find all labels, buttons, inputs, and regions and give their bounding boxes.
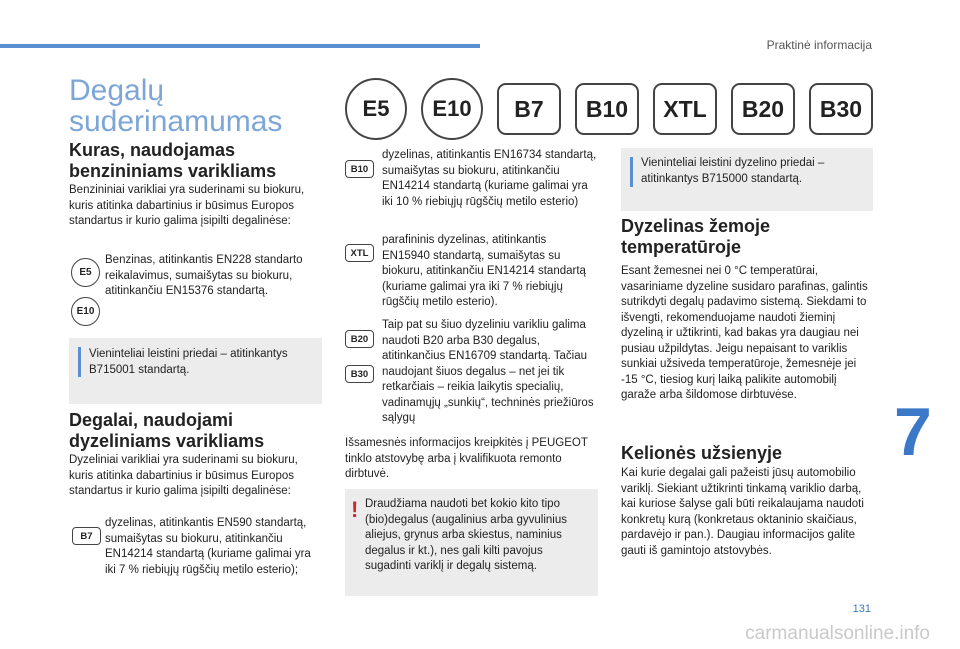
- watermark: carmanualsonline.info: [745, 623, 930, 644]
- diesel-b20-text: Taip pat su šiuo dyzeliniu varikliu galima naudoti B20 arba B30 degalus, atitinkančius EN16709 standartą. Tačiau naudojant šiuos degalus – net jei tik retkarčiais – reikia laikytis specialių, vadinamųjų „sunkių“, techninės priežiūros sąlygų: [382, 319, 594, 424]
- cold-text: Esant žemesnei nei 0 °C temperatūrai, vasariniame dyzeline susidaro parafinas, galintis sutrikdyti degalų padavimo sistemą. Siekdami to išvengti, rekomenduojame naudoti žieminį dyzeliną ir užtikrinti, kad bakas yra daugiau nei pusiau užpildytas. Jeigu nepaisant to variklis sunkiai užsiveda temperatūroje, žemesnėje jei -15 °C, tiesiog kurį laiką palikite automobilį garaže arba šildomose dirbtuvėse.: [621, 265, 868, 401]
- diesel-xtl-text: parafininis dyzelinas, atitinkantis EN15940 standartą, sumaišytas su biokuru, atitinkančiu EN14214 standartą (kuriame galimai yra iki 7 % riebiųjų rūgščių metilo esterio).: [382, 234, 586, 308]
- running-header: Praktinė informacija: [766, 38, 872, 52]
- badge-xtl-small-icon: XTL: [345, 244, 374, 262]
- badge-b10-icon: B10: [575, 83, 639, 135]
- diesel-more-info: Išsamesnės informacijos kreipkitės į PEUGEOT tinklo atstovybę arba į kvalifikuota remonto dirbtuvė.: [345, 437, 588, 480]
- badge-b7-icon: B7: [497, 83, 561, 135]
- diesel-warning-text: Draudžiama naudoti bet kokio kito tipo (bio)degalus (augalinius arba gyvulinius aliejus, grynus arba skiestus, naminius degalus ir kt.), nes gali kilti pavojus sugadinti variklį ir degalų sistemą.: [365, 498, 568, 572]
- badge-e10-icon: E10: [421, 78, 483, 140]
- header-accent-bar: [0, 44, 480, 48]
- diesel-note: [621, 148, 873, 211]
- badge-b20-small-icon: B20: [345, 330, 374, 348]
- badge-b20-icon: B20: [731, 83, 795, 135]
- diesel-b7-text: dyzelinas, atitinkantis EN590 standartą, sumaišytas su biokuru, atitinkančiu EN14214 standartą (kuriame galimai yra iki 7 % riebiųjų rūgščių metilo esterio);: [105, 517, 311, 576]
- badge-xtl-icon: XTL: [653, 83, 717, 135]
- fuel-badge-row: [345, 77, 873, 141]
- badge-e5-icon: E5: [345, 78, 407, 140]
- petrol-note: [69, 338, 322, 404]
- badge-b30-small-icon: B30: [345, 365, 374, 383]
- petrol-intro: Benzininiai varikliai yra suderinami su biokuru, kuris atitinka dabartinius ir būsimus Europos standartus ir kurio galima įsipilti degalinėse:: [69, 184, 305, 227]
- cold-heading: Dyzelinas žemoje temperatūroje: [621, 216, 771, 257]
- petrol-spec: Benzinas, atitinkantis EN228 standarto reikalavimus, sumaišytas su biokuru, atitinkančiu EN15376 standartą.: [105, 254, 303, 297]
- warning-icon: !: [351, 497, 359, 522]
- diesel-warning: [345, 489, 598, 596]
- badge-b7-small-icon: B7: [72, 527, 101, 545]
- chapter-number: 7: [894, 394, 932, 470]
- petrol-note-text: Vieninteliai leistini priedai – atitinkantys B715001 standartą.: [89, 348, 288, 376]
- petrol-heading: Kuras, naudojamas benzininiams varikliams: [69, 140, 277, 181]
- badge-b10-small-icon: B10: [345, 160, 374, 178]
- badge-e10-small-icon: E10: [71, 297, 100, 326]
- page-title: Degalų suderinamumas: [69, 74, 283, 138]
- badge-b30-icon: B30: [809, 83, 873, 135]
- diesel-heading: Degalai, naudojami dyzeliniams varikliams: [69, 410, 265, 451]
- diesel-b10-text: dyzelinas, atitinkantis EN16734 standartą, sumaišytas su biokuru, atitinkančiu EN14214 standartą (kuriame galimai yra iki 10 % riebiųjų rūgščių metilo esterio): [382, 149, 597, 208]
- badge-e5-small-icon: E5: [71, 258, 100, 287]
- info-icon: [78, 347, 81, 377]
- diesel-note-text: Vieninteliai leistini dyzelino priedai – atitinkantys B715000 standartą.: [641, 157, 825, 185]
- abroad-heading: Kelionės užsienyje: [621, 443, 783, 463]
- diesel-intro: Dyzeliniai varikliai yra suderinami su biokuru, kuris atitinka dabartinius ir būsimus Europos standartus ir kurio galima įsipilti degalinėse:: [69, 454, 298, 497]
- page-number: 131: [852, 603, 871, 615]
- abroad-text: Kai kurie degalai gali pažeisti jūsų automobilio variklį. Siekiant užtikrinti tinkamą variklio darbą, kai kuriose šalyse gali būti reikalaujama naudoti konkretų kurą (konkretaus oktaninio skaičiaus, pardavėjo ir pan.). Daugiau informacijos galite gauti iš gamintojo atstovybės.: [621, 467, 864, 557]
- info-icon: [630, 157, 633, 187]
